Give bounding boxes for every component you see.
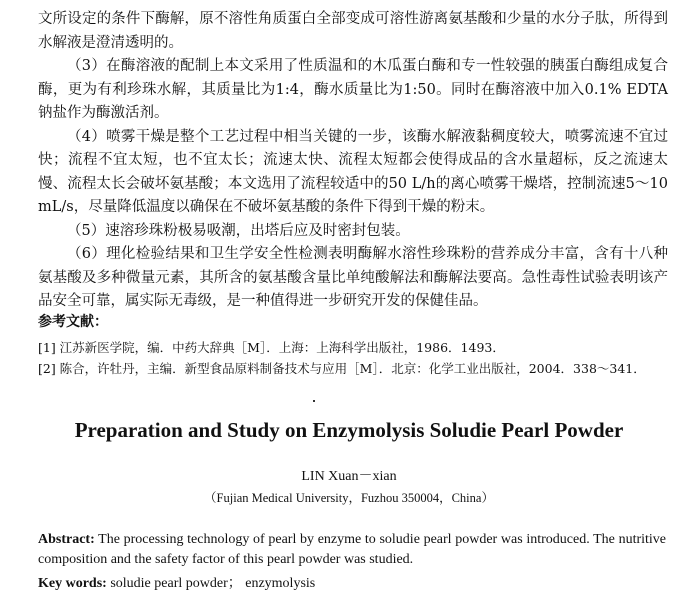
reference-item: [1] 江苏新医学院，编．中药大辞典［M］．上海：上海科学出版社，1986．1493． [38,340,505,355]
body-paragraph-5: （5）速溶珍珠粉极易吸潮，出塔后应及时密封包装。 [67,222,410,239]
keywords-text: soludie pearl powder； enzymolysis [106,576,316,591]
separator-dot [313,400,315,402]
keywords-label: Key words: [38,576,107,591]
abstract-text: The processing technology of pearl by enzyme to soludie pearl powder was introduced. The nutritive composition and the safety factor of this pearl powder was studied. [38,532,666,567]
references-list [38,337,646,379]
english-title: Preparation and Study on Enzymolysis Soludie Pearl Powder [74,418,624,442]
body-paragraph-6: （6）理化检验结果和卫生学安全性检测表明酶解水溶性珍珠粉的营养成分丰富，含有十八种氨基酸及多种微量元素，其所含的氨基酸含量比单纯酸解法和酶解法要高。急性毒性试验表明该产品安全可靠，属实际无毒级，是一种值得进一步研究开发的保健佳品。 [38,246,668,309]
body-paragraph-4: （4）喷雾干燥是整个工艺过程中相当关键的一步，该酶水解液黏稠度较大，喷雾流速不宜过快；流程不宜太短，也不宜太长；流速太快、流程太短都会使得成品的含水量超标，反之流速太慢、流程太长会破坏氨基酸；本文选用了流程较适中的50 L/h的离心喷雾干燥塔，控制流速5～10 mL/s，尽量降低温度以确保在不破坏氨基酸的条件下得到干燥的粉末。 [38,128,668,215]
body-text [38,8,668,314]
references-heading: 参考文献： [38,314,108,330]
reference-item: [2] 陈合，许牡丹，主编．新型食品原料制备技术与应用［M］．北京：化学工业出版社，2004．338～341． [38,361,646,376]
author-affiliation: （Fujian Medical University，Fuzhou 350004，China） [204,491,494,505]
body-paragraph-3: （3）在酶溶液的配制上本文采用了性质温和的木瓜蛋白酶和专一性较强的胰蛋白酶组成复合酶，更为有利珍珠水解，其质量比为1:4，酶水质量比为1:50。同时在酶溶液中加入0.1% EDTA钠盐作为酶激活剂。 [38,58,668,121]
keywords [38,572,315,592]
abstract [38,530,666,570]
author-name: LIN Xuan－xian [301,469,397,484]
body-paragraph-continued: 文所设定的条件下酶解，原不溶性角质蛋白全部变成可溶性游离氨基酸和少量的水分子肽，所得到水解液是澄清透明的。 [38,11,668,51]
abstract-label: Abstract: [38,532,95,547]
